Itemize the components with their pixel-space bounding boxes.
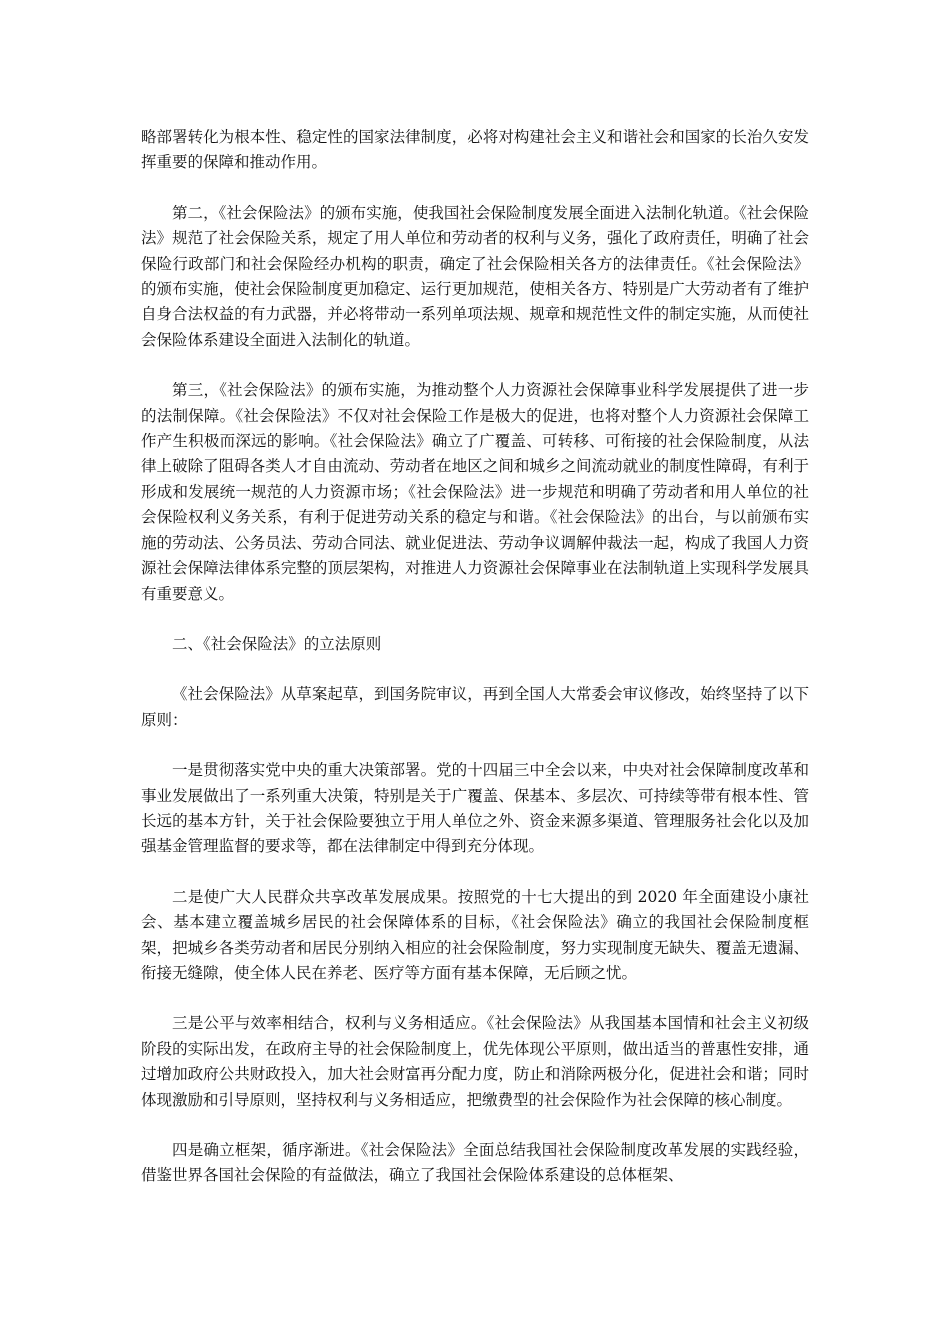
paragraph-principles-intro: 《社会保险法》从草案起草，到国务院审议，再到全国人大常委会审议修改，始终坚持了以下原则： <box>141 685 809 729</box>
paragraph-second-point: 第二，《社会保险法》的颁布实施，使我国社会保险制度发展全面进入法制化轨道。《社会保险法》规范了社会保险关系，规定了用人单位和劳动者的权利与义务，强化了政府责任，明确了社会保险行政部门和社会保险经办机构的职责，确定了社会保险相关各方的法律责任。《社会保险法》的颁布实施，使社会保险制度更加稳定、运行更加规范，使相关各方、特别是广大劳动者有了维护自身合法权益的有力武器，并必将带动一系列单项法规、规章和规范性文件的制定实施，从而使社会保险体系建设全面进入法制化的轨道。 <box>141 203 809 349</box>
paragraph-principle-one: 一是贯彻落实党中央的重大决策部署。党的十四届三中全会以来，中央对社会保障制度改革和事业发展做出了一系列重大决策，特别是关于广覆盖、保基本、多层次、可持续等带有根本性、管长远的基本方针，关于社会保险要独立于用人单位之外、资金来源多渠道、管理服务社会化以及加强基金管理监督的要求等，都在法律制定中得到充分体现。 <box>141 761 809 856</box>
paragraph-principle-three: 三是公平与效率相结合，权利与义务相适应。《社会保险法》从我国基本国情和社会主义初级阶段的实际出发，在政府主导的社会保险制度上，优先体现公平原则，做出适当的普惠性安排，通过增加政府公共财政投入，加大社会财富再分配力度，防止和消除两极分化，促进社会和谐；同时体现激励和引导原则，坚持权利与义务相适应，把缴费型的社会保险作为社会保障的核心制度。 <box>141 1014 809 1109</box>
paragraph-principle-four: 四是确立框架，循序渐进。《社会保险法》全面总结我国社会保险制度改革发展的实践经验，借鉴世界各国社会保险的有益做法，确立了我国社会保险体系建设的总体框架、 <box>141 1141 809 1185</box>
section-heading-legislative-principles: 二、《社会保险法》的立法原则 <box>172 634 382 653</box>
document-page <box>141 125 809 1214</box>
paragraph-principle-two: 二是使广大人民群众共享改革发展成果。按照党的十七大提出的到 2020 年全面建设小康社会、基本建立覆盖城乡居民的社会保障体系的目标，《社会保险法》确立的我国社会保险制度框架，把城乡各类劳动者和居民分别纳入相应的社会保险制度，努力实现制度无缺失、覆盖无遗漏、衔接无缝隙，使全体人民在养老、医疗等方面有基本保障，无后顾之忧。 <box>141 887 809 982</box>
paragraph-third-point: 第三，《社会保险法》的颁布实施，为推动整个人力资源社会保障事业科学发展提供了进一步的法制保障。《社会保险法》不仅对社会保险工作是极大的促进，也将对整个人力资源社会保障工作产生积极而深远的影响。《社会保险法》确立了广覆盖、可转移、可衔接的社会保险制度，从法律上破除了阻碍各类人才自由流动、劳动者在地区之间和城乡之间流动就业的制度性障碍，有利于形成和发展统一规范的人力资源市场；《社会保险法》进一步规范和明确了劳动者和用人单位的社会保险权利义务关系，有利于促进劳动关系的稳定与和谐。《社会保险法》的出台，与以前颁布实施的劳动法、公务员法、劳动合同法、就业促进法、劳动争议调解仲裁法一起，构成了我国人力资源社会保障法律体系完整的顶层架构，对推进人力资源社会保障事业在法制轨道上实现科学发展具有重要意义。 <box>141 381 809 603</box>
paragraph-continuation: 略部署转化为根本性、稳定性的国家法律制度，必将对构建社会主义和谐社会和国家的长治久安发挥重要的保障和推动作用。 <box>141 128 809 172</box>
